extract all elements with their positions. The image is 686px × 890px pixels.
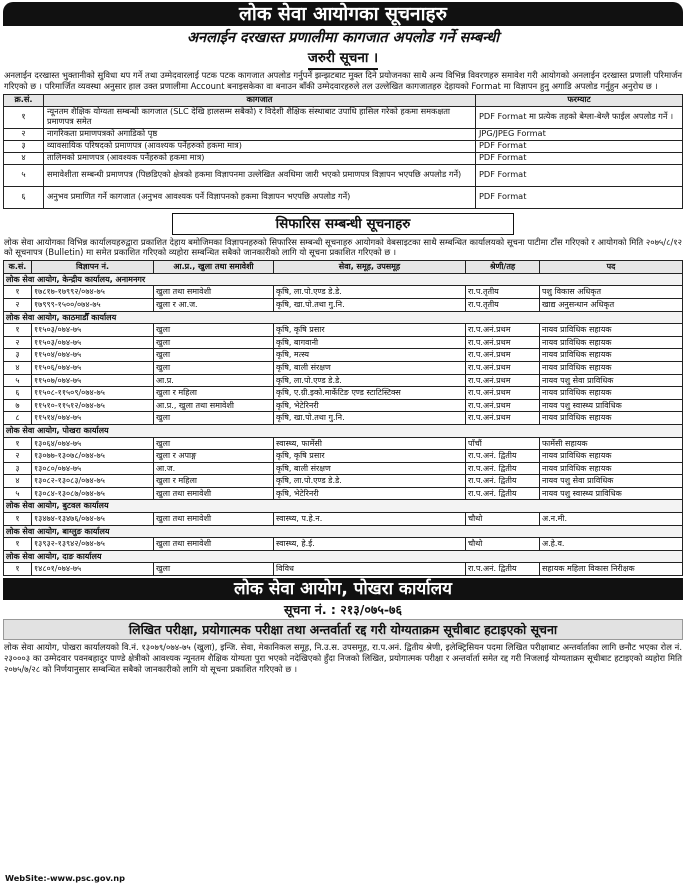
table-cell: १ bbox=[4, 513, 32, 526]
table-cell: आ.प्र., खुला तथा समावेशी bbox=[154, 399, 274, 412]
table-cell: रा.प.अनं.प्रथम bbox=[466, 399, 540, 412]
table-row bbox=[4, 336, 683, 349]
table-cell: रा.प.अनं. द्वितीय bbox=[466, 475, 540, 488]
table-cell: चौथो bbox=[466, 513, 540, 526]
table-cell: खुला bbox=[154, 349, 274, 362]
document-cell-sn: २ bbox=[4, 128, 44, 140]
notice-number: सूचना नं. : २१३/०७५-७६ bbox=[283, 602, 403, 618]
table-row bbox=[4, 513, 683, 526]
table-cell: १४८०१/०७४-७५ bbox=[32, 563, 154, 576]
table-cell: १३०७७-१३०७८/०७४-७५ bbox=[32, 450, 154, 463]
table-cell: खुला bbox=[154, 336, 274, 349]
table-cell: कृषि, खा.पो.तथा गु.नि. bbox=[274, 298, 466, 311]
document-table-body bbox=[4, 106, 683, 208]
table-cell: कृषि, कृषि प्रसार bbox=[274, 450, 466, 463]
office-heading-row bbox=[4, 550, 683, 563]
table-cell: खुला र अपाङ्ग bbox=[154, 450, 274, 463]
table-cell: स्वास्थ्य, फार्मेसी bbox=[274, 437, 466, 450]
table-cell: २ bbox=[4, 336, 32, 349]
table-cell: १ bbox=[4, 286, 32, 299]
table-cell: ११५०३/०७४-७५ bbox=[32, 324, 154, 337]
table-cell: खुला तथा समावेशी bbox=[154, 538, 274, 551]
table-cell: ४ bbox=[4, 475, 32, 488]
table-cell: कृषि, कृषि प्रसार bbox=[274, 324, 466, 337]
table-cell: ७ bbox=[4, 399, 32, 412]
recommendation-table bbox=[3, 260, 683, 576]
document-cell-format: PDF Format bbox=[476, 186, 683, 208]
table-row bbox=[4, 563, 683, 576]
office-heading: लोक सेवा आयोग, काठमाडौँ कार्यालय bbox=[4, 311, 683, 324]
intro-paragraph: अनलाईन दरखास्त भुक्तानीको सुविधा थप गर्ने तथा उम्मेदवारलाई पटक पटक कागजात अपलोड गर्नुपर्ने झन्झटबाट मुक्त दिने प्रयोजनका साथै अन्य विभिन्न विवरणहरु समावेश गरी आयोगको अनलाईन दरखास्त प्रणाली परिमार्जन गरिएको छ । परिमार्जित व्यवस्था अनुसार हाल उक्त प्रणालीमा Account बनाइसकेका वा बनाउन बाँकी उम्मेदवारहरुले तल उल्लेखित कागजातहरु देहायको Format मा विज्ञापन हुनु अगाडि अपलोड गर्नुहुन अनुरोध छ । bbox=[4, 70, 682, 91]
table-cell: रा.प.अनं. द्वितीय bbox=[466, 563, 540, 576]
table-cell: ११५०३/०७४-७५ bbox=[32, 336, 154, 349]
table-row bbox=[4, 412, 683, 425]
document-row bbox=[4, 186, 683, 208]
table-cell: नायव प्राविधिक सहायक bbox=[540, 361, 683, 374]
table-cell: १३०८२-१३०८३/०७४-७५ bbox=[32, 475, 154, 488]
table-row bbox=[4, 361, 683, 374]
col-ad-no: विज्ञापन नं. bbox=[32, 261, 154, 274]
table-row bbox=[4, 450, 683, 463]
table-cell: खुला र आ.ज. bbox=[154, 298, 274, 311]
table-cell: आ.ज. bbox=[154, 462, 274, 475]
table-cell: नायव प्राविधिक सहायक bbox=[540, 462, 683, 475]
table-cell: ५ bbox=[4, 374, 32, 387]
table-row bbox=[4, 475, 683, 488]
table-cell: स्वास्थ्य, हे.ई. bbox=[274, 538, 466, 551]
table-row bbox=[4, 399, 683, 412]
website-link[interactable]: WebSite:-www.psc.gov.np bbox=[5, 873, 125, 884]
table-cell: ११५०६/०७४-७५ bbox=[32, 361, 154, 374]
col-post: पद bbox=[540, 261, 683, 274]
table-cell: विविध bbox=[274, 563, 466, 576]
office-heading: लोक सेवा आयोग, केन्द्रीय कार्यालय, अनामनगर bbox=[4, 273, 683, 286]
table-cell: रा.प.अनं. द्वितीय bbox=[466, 487, 540, 500]
notice-subject: लिखित परीक्षा, प्रयोगात्मक परीक्षा तथा अन्तर्वार्ता रद्द गरी योग्यताक्रम सूचीबाट हटाइएको सूचना bbox=[3, 619, 683, 640]
table-cell: १३०८४-१३०८७/०७४-७५ bbox=[32, 487, 154, 500]
table-cell: रा.प.तृतीय bbox=[466, 286, 540, 299]
table-cell: आ.प्र. bbox=[154, 374, 274, 387]
table-cell: खुला र महिला bbox=[154, 475, 274, 488]
table-cell: नायव प्राविधिक सहायक bbox=[540, 387, 683, 400]
table-cell: कृषि, बाली संरक्षण bbox=[274, 462, 466, 475]
document-cell-doc: समावेशीता सम्बन्धी प्रमाणपत्र (पिछडिएको क्षेत्रको हकमा विज्ञापनमा उल्लेखित अवधिमा जारी भएको प्रमाणपत्र विज्ञापन भएपछि अपलोड गर्ने) bbox=[44, 164, 476, 186]
table-cell: १३०६४/०७४-७५ bbox=[32, 437, 154, 450]
table-cell: खुला bbox=[154, 324, 274, 337]
table-cell: २ bbox=[4, 450, 32, 463]
document-row bbox=[4, 128, 683, 140]
table-cell: फार्मेसी सहायक bbox=[540, 437, 683, 450]
table-cell: खुला bbox=[154, 437, 274, 450]
table-cell: २ bbox=[4, 298, 32, 311]
table-cell: १७८१७-१७९९२/०७४-७५ bbox=[32, 286, 154, 299]
table-row bbox=[4, 324, 683, 337]
table-cell: ४ bbox=[4, 361, 32, 374]
table-cell: १ bbox=[4, 563, 32, 576]
table-row bbox=[4, 437, 683, 450]
document-cell-sn: ५ bbox=[4, 164, 44, 186]
table-cell: खुला तथा समावेशी bbox=[154, 513, 274, 526]
table-cell: रा.प.अनं.प्रथम bbox=[466, 336, 540, 349]
table-cell: रा.प.अनं. द्वितीय bbox=[466, 462, 540, 475]
recommendation-table-body bbox=[4, 273, 683, 575]
table-cell: कृषि, ला.पो.एण्ड डे.डे. bbox=[274, 374, 466, 387]
document-cell-doc: व्यावसायिक परिषदको प्रमाणपत्र (आवश्यक पर्नेहरुको हकमा मात्र) bbox=[44, 140, 476, 152]
table-cell: नायव प्राविधिक सहायक bbox=[540, 324, 683, 337]
table-row bbox=[4, 374, 683, 387]
table-cell: नायव पशु स्वास्थ्य प्राविधिक bbox=[540, 487, 683, 500]
table-cell: कृषि, ए.ग्री.इको.मार्केटिङ एण्ड स्टाटिस्टिक्स bbox=[274, 387, 466, 400]
table-cell: खुला तथा समावेशी bbox=[154, 487, 274, 500]
table-cell: ११५०४/०७४-७५ bbox=[32, 349, 154, 362]
document-cell-format: PDF Format bbox=[476, 164, 683, 186]
table-cell: १७९९९-१५००/०७४-७५ bbox=[32, 298, 154, 311]
document-table bbox=[3, 94, 683, 209]
table-cell: १३९३२-१३९४२/०७४-७५ bbox=[32, 538, 154, 551]
table-cell: पशु विकास अधिकृत bbox=[540, 286, 683, 299]
office-heading: लोक सेवा आयोग, बाग्लुङ कार्यालय bbox=[4, 525, 683, 538]
col-category: आ.प्र., खुला तथा समावेशी bbox=[154, 261, 274, 274]
table-row bbox=[4, 298, 683, 311]
office-heading-row bbox=[4, 500, 683, 513]
office-heading-row bbox=[4, 525, 683, 538]
document-row bbox=[4, 140, 683, 152]
urgent-label: जरुरी सूचना । bbox=[308, 48, 378, 70]
table-row bbox=[4, 487, 683, 500]
document-cell-format: PDF Format bbox=[476, 140, 683, 152]
document-cell-sn: १ bbox=[4, 106, 44, 128]
office-heading: लोक सेवा आयोग, बुटवल कार्यालय bbox=[4, 500, 683, 513]
table-cell: अ.न.मी. bbox=[540, 513, 683, 526]
table-cell: ५ bbox=[4, 487, 32, 500]
table-cell: ३ bbox=[4, 462, 32, 475]
table-cell: ११५१०-११५१२/०७४-७५ bbox=[32, 399, 154, 412]
table-row bbox=[4, 538, 683, 551]
office-heading: लोक सेवा आयोग, दाङ कार्यालय bbox=[4, 550, 683, 563]
table-row bbox=[4, 387, 683, 400]
table-cell: नायव प्राविधिक सहायक bbox=[540, 349, 683, 362]
table-cell: कृषि, खा.पो.तथा गु.नि. bbox=[274, 412, 466, 425]
table-cell: नायव पशु स्वास्थ्य प्राविधिक bbox=[540, 399, 683, 412]
table-row bbox=[4, 349, 683, 362]
table-cell: कृषि, भेटेरिनरी bbox=[274, 399, 466, 412]
urgent-notice bbox=[3, 48, 683, 68]
table-cell: कृषि, भेटेरिनरी bbox=[274, 487, 466, 500]
table-cell: रा.प.अनं. द्वितीय bbox=[466, 450, 540, 463]
table-cell: नायव प्राविधिक सहायक bbox=[540, 450, 683, 463]
table-cell: अ.हे.व. bbox=[540, 538, 683, 551]
table-cell: रा.प.अनं.प्रथम bbox=[466, 361, 540, 374]
office-heading-row bbox=[4, 311, 683, 324]
document-cell-sn: ६ bbox=[4, 186, 44, 208]
office-heading-row bbox=[4, 424, 683, 437]
table-cell: ११५१४/०७४-७५ bbox=[32, 412, 154, 425]
table-cell: कृषि, ला.पो.एण्ड डे.डे. bbox=[274, 286, 466, 299]
recommendation-title: सिफारिस सम्बन्धी सूचनाहरु bbox=[172, 213, 514, 235]
document-cell-sn: ३ bbox=[4, 140, 44, 152]
main-title: लोक सेवा आयोगका सूचनाहरु bbox=[3, 2, 683, 26]
table-cell: रा.प.तृतीय bbox=[466, 298, 540, 311]
notice-body: लोक सेवा आयोग, पोखरा कार्यालयको वि.नं. १३०७९/०७४-७५ (खुला), इन्जि. सेवा, मेकानिकल समूह, नि.उ.स. उपसमूह, रा.प.अनं. द्वितीय श्रेणी, इलेक्ट्रिसियन पदमा लिखित परीक्षाबाट अन्तर्वार्ताका लागि छनौट भएका रोल नं. २३०००३ का उम्मेदवार पवनबहादुर पाण्डे क्षेत्रीको आवश्यक न्यूनतम शैक्षिक योग्यता पुरा भएको नदेखिएको हुँदा निजको लिखित, प्रयोगात्मक परीक्षा र अन्तर्वार्ता समेत रद्द गरी निजलाई योग्यताक्रम सूचीबाट हटाइएको व्यहोरा मिति २०७५/७/२८ को निर्णयानुसार सम्बन्धित सबैको जानकारीको लागि यो सूचना प्रकाशित गरिएको छ । bbox=[4, 642, 682, 674]
document-cell-format: PDF Format bbox=[476, 152, 683, 164]
office-heading: लोक सेवा आयोग, पोखरा कार्यालय bbox=[4, 424, 683, 437]
table-cell: कृषि, ला.पो.एण्ड डे.डे. bbox=[274, 475, 466, 488]
document-table-header bbox=[4, 94, 683, 106]
document-cell-doc: न्यूनतम शैक्षिक योग्यता सम्बन्धी कागजात (SLC देखि हालसम्म सबैको) र विदेशी शैक्षिक संस्थाबाट उपाधि हासिल गरेको हकमा समकक्षता प्रमाणपत्र समेत bbox=[44, 106, 476, 128]
col-ksn: क.सं. bbox=[4, 261, 32, 274]
table-cell: खुला bbox=[154, 412, 274, 425]
table-cell: रा.प.अनं.प्रथम bbox=[466, 349, 540, 362]
table-cell: स्वास्थ्य, प.हे.न. bbox=[274, 513, 466, 526]
col-document: कागजात bbox=[44, 94, 476, 106]
table-cell: ११५०७/०७४-७५ bbox=[32, 374, 154, 387]
table-cell: नायव पशु सेवा प्राविधिक bbox=[540, 374, 683, 387]
table-row bbox=[4, 462, 683, 475]
table-cell: रा.प.अनं.प्रथम bbox=[466, 324, 540, 337]
table-cell: कृषि, बागवानी bbox=[274, 336, 466, 349]
document-cell-format: PDF Format मा प्रत्येक तहको बेग्ला-बेग्लै फाईल अपलोड गर्ने । bbox=[476, 106, 683, 128]
recommendation-intro: लोक सेवा आयोगका विभिन्न कार्यालयहरुद्वारा प्रकाशित देहाय बमोजिमका विज्ञापनहरुको सिफारिस सम्बन्धी सूचनाहरु आयोगको वेबसाइटका साथै सम्बन्धित कार्यालयको सूचना पाटीमा टाँस गरिएको र आयोगको मिति २०७५/८/१२ को सूचनापत्र (Bulletin) मा समेत प्रकाशित गरिएको व्यहोरा सम्बन्धित सबैको जानकारीको लागि यो सूचना प्रकाशित गरिएको छ । bbox=[4, 236, 682, 258]
document-cell-doc: अनुभव प्रमाणित गर्ने कागजात (अनुभव आवश्यक पर्ने विज्ञापनको हकमा विज्ञापन भएपछि अपलोड गर्ने) bbox=[44, 186, 476, 208]
office-heading-row bbox=[4, 273, 683, 286]
col-level: श्रेणी/तह bbox=[466, 261, 540, 274]
table-cell: नायव पशु सेवा प्राविधिक bbox=[540, 475, 683, 488]
pokhara-office-title: लोक सेवा आयोग, पोखरा कार्यालय bbox=[3, 578, 683, 600]
table-cell: ८ bbox=[4, 412, 32, 425]
table-cell: कृषि, बाली संरक्षण bbox=[274, 361, 466, 374]
recommendation-table-header bbox=[4, 261, 683, 274]
table-cell: १३०८०/०७४-७५ bbox=[32, 462, 154, 475]
subtitle: अनलाईन दरखास्त प्रणालीमा कागजात अपलोड गर्ने सम्बन्धी bbox=[186, 30, 499, 46]
document-cell-doc: नागरिकता प्रमाणपत्रको अगाडिको पृष्ठ bbox=[44, 128, 476, 140]
table-cell: खाद्य अनुसन्धान अधिकृत bbox=[540, 298, 683, 311]
document-row bbox=[4, 106, 683, 128]
document-cell-doc: तालिमको प्रमाणपत्र (आवश्यक पर्नेहरुको हकमा मात्र) bbox=[44, 152, 476, 164]
table-cell: खुला bbox=[154, 361, 274, 374]
table-cell: खुला bbox=[154, 563, 274, 576]
table-cell: सहायक महिला विकास निरीक्षक bbox=[540, 563, 683, 576]
table-cell: रा.प.अनं.प्रथम bbox=[466, 374, 540, 387]
document-row bbox=[4, 164, 683, 186]
table-cell: ११५०८-११५०९/०७४-७५ bbox=[32, 387, 154, 400]
document-cell-format: JPG/JPEG Format bbox=[476, 128, 683, 140]
table-cell: खुला तथा समावेशी bbox=[154, 286, 274, 299]
table-row bbox=[4, 286, 683, 299]
table-cell: पाँचौं bbox=[466, 437, 540, 450]
table-cell: १३४७४-१३४७६/०७४-७५ bbox=[32, 513, 154, 526]
table-cell: नायव प्राविधिक सहायक bbox=[540, 336, 683, 349]
notice-page bbox=[3, 2, 683, 886]
document-cell-sn: ४ bbox=[4, 152, 44, 164]
col-service: सेवा, समूह, उपसमूह bbox=[274, 261, 466, 274]
table-cell: १ bbox=[4, 538, 32, 551]
table-cell: कृषि, मत्स्य bbox=[274, 349, 466, 362]
table-cell: ३ bbox=[4, 349, 32, 362]
table-cell: चौथो bbox=[466, 538, 540, 551]
table-cell: १ bbox=[4, 324, 32, 337]
col-sn: क्र.सं. bbox=[4, 94, 44, 106]
col-format: फरम्याट bbox=[476, 94, 683, 106]
table-cell: ६ bbox=[4, 387, 32, 400]
table-cell: १ bbox=[4, 437, 32, 450]
table-cell: रा.प.अनं.प्रथम bbox=[466, 412, 540, 425]
table-cell: नायव प्राविधिक सहायक bbox=[540, 412, 683, 425]
table-cell: रा.प.अनं.प्रथम bbox=[466, 387, 540, 400]
table-cell: खुला र महिला bbox=[154, 387, 274, 400]
document-row bbox=[4, 152, 683, 164]
